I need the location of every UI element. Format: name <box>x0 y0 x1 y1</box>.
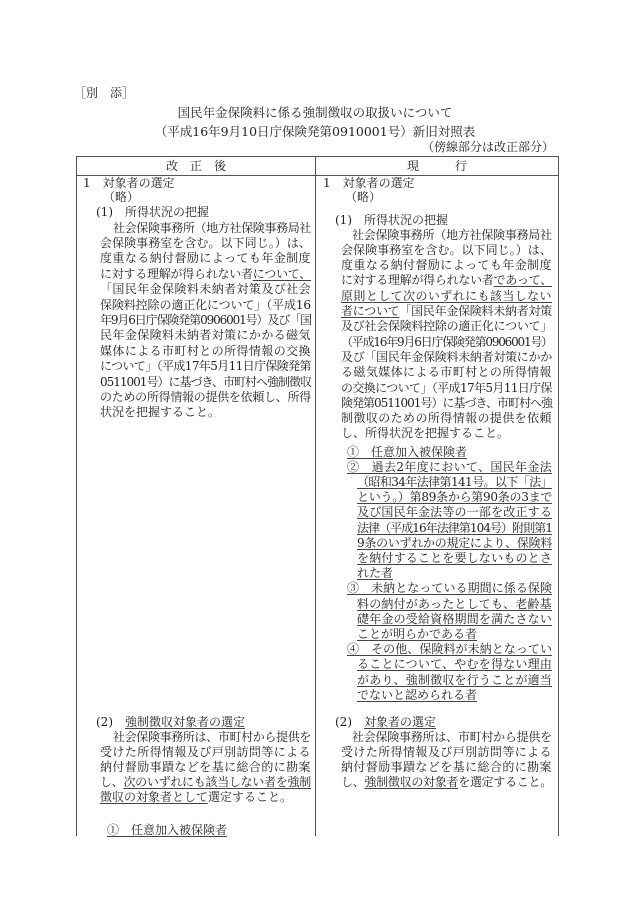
amended-text: 礎年金の受給資格期間を満たさない <box>357 611 553 626</box>
text-segment: の交換について」（平成17年5月11日庁保 <box>341 380 552 395</box>
text-line <box>352 730 552 745</box>
amended-text: 強制徴収の対象者 <box>364 774 459 789</box>
text-segment: について」（平成17年5月11日庁保険発第 <box>100 359 311 374</box>
text-segment: し、 <box>341 774 365 789</box>
text-line <box>100 375 311 390</box>
text-segment: し、所得状況を把握すること。 <box>341 426 510 441</box>
text-segment: 納付督励事蹟などを基に総合的に勘案 <box>100 759 311 774</box>
text-segment: し、 <box>100 774 124 789</box>
amended-text: 原則として次のいずれにも該当しない <box>341 288 552 303</box>
amended-text: ① 任意加入被保険者 <box>107 822 228 837</box>
text-line <box>347 445 467 460</box>
text-line <box>357 673 552 688</box>
text-segment: 社会保険事務所は、市町村から提供を <box>352 729 552 744</box>
amended-text: れた者 <box>357 566 394 581</box>
text-line <box>357 566 393 581</box>
text-segment: 選定すること。 <box>208 789 293 804</box>
amended-text: ② 過去2年度において、国民年金法 <box>347 459 553 474</box>
text-segment: る磁気媒体による市町村との所得情報 <box>341 365 552 380</box>
text-segment: を選定すること。 <box>458 774 552 789</box>
text-line <box>103 190 139 205</box>
amended-text: について、 <box>252 266 312 281</box>
text-segment: 民年金保険料未納者対策にかかる磁気 <box>100 328 311 343</box>
text-line <box>341 381 552 396</box>
text-segment: (2) <box>96 714 125 729</box>
text-segment: 年9月6日庁保険発第0906001号）及び「国 <box>100 312 311 327</box>
text-line <box>335 213 448 228</box>
text-line <box>357 505 552 520</box>
text-line <box>100 790 292 805</box>
text-line <box>96 205 209 220</box>
text-line <box>357 521 552 536</box>
text-line <box>341 760 552 775</box>
text-line <box>100 359 311 374</box>
text-segment: 及び「国民年金保険料未納者対策にかか <box>341 349 552 364</box>
text-line <box>100 298 311 313</box>
amended-text: 徴収の対象者として <box>100 789 209 804</box>
amended-text: 次のいずれにも該当しない者を強制 <box>123 774 311 789</box>
text-segment: 「国民年金保険料未納者対策及び社会 <box>100 282 311 297</box>
text-segment: 保険料控除の適正化について」（平成16 <box>100 297 311 312</box>
text-segment: 媒体による市町村との所得情報の交換 <box>100 343 311 358</box>
text-segment: 及び社会保険料控除の適正化について」 <box>341 319 553 334</box>
text-line <box>341 365 552 380</box>
table-top-border <box>76 156 559 157</box>
text-line <box>341 426 509 441</box>
text-line <box>100 405 220 420</box>
text-line <box>341 258 552 273</box>
text-line <box>357 551 552 566</box>
text-segment: （略） <box>103 189 140 204</box>
amended-text: 強制徴収対象者の選定 <box>125 714 246 729</box>
text-segment: （平成16年9月6日庁保険発第0906001号） <box>341 334 552 349</box>
text-segment: 状況を把握すること。 <box>100 405 221 420</box>
text-segment: 社会保険事務所は、市町村から提供を <box>113 729 312 744</box>
text-line <box>341 745 552 760</box>
text-line <box>100 282 311 297</box>
text-line <box>341 289 552 304</box>
text-line <box>100 236 311 251</box>
text-line <box>357 688 477 703</box>
text-line <box>357 627 477 642</box>
text-line <box>323 176 415 191</box>
attachment-label: ［別 添］ <box>74 86 135 100</box>
text-line <box>100 745 311 760</box>
amended-text: （昭和34年法律第141号。以下「法」 <box>357 474 552 489</box>
text-line <box>347 642 552 657</box>
amended-text: ることについて、やむを得ない理由 <box>357 657 553 672</box>
table-left-border <box>76 156 77 836</box>
text-segment: 納付督励事蹟などを基に総合的に勘案 <box>341 759 552 774</box>
table-right-border <box>558 156 559 836</box>
text-line <box>100 313 311 328</box>
text-line <box>341 243 552 258</box>
text-segment: 度重なる納付督励によっても年金制度 <box>100 251 311 266</box>
text-segment: 制徴収のための所得情報の提供を依頼 <box>341 411 552 426</box>
text-segment: 「国民年金保険料未納者対策 <box>399 304 552 318</box>
text-segment: 社会保険事務所（地方社保険事務局社 <box>352 227 552 242</box>
amended-text: 料の納付があったとしても、老齢基 <box>357 596 552 611</box>
text-line <box>357 475 552 490</box>
text-line <box>357 490 552 505</box>
text-line <box>341 273 552 288</box>
text-line <box>341 350 552 365</box>
underline-note: （傍線部分は改正部分） <box>421 140 554 154</box>
text-line <box>357 612 552 627</box>
amended-text: ことが明らかである者 <box>357 626 478 641</box>
text-line <box>347 581 552 596</box>
text-segment: 会保険事務室を含む。以下同じ。）は、 <box>341 242 552 257</box>
text-line <box>100 760 311 775</box>
text-line <box>335 715 436 730</box>
text-line <box>100 775 311 790</box>
amended-text: ③ 未納となっている期間に係る保険 <box>347 581 553 596</box>
text-segment: 度重なる納付督励によっても年金制度 <box>341 258 552 273</box>
amended-text: 9条のいずれかの規定により、保険料 <box>357 535 553 550</box>
text-line <box>100 328 311 343</box>
text-line <box>357 657 552 672</box>
amended-text: という。）第89条から第90条の3まで <box>357 490 553 505</box>
text-line <box>345 190 381 205</box>
text-segment: 0511001号）に基づき、市町村へ強制徴収 <box>100 374 311 389</box>
column-divider <box>315 156 316 836</box>
text-segment: 1 対象者の選定 <box>83 175 175 190</box>
text-line <box>100 267 311 282</box>
text-segment: 1 対象者の選定 <box>323 175 415 190</box>
text-line <box>83 176 175 191</box>
text-line <box>347 460 552 475</box>
amended-text: 法律（平成16年法律第104号）附則第1 <box>357 520 553 535</box>
amended-text: であって、 <box>493 273 552 288</box>
amended-text: ④ その他、保険料が未納となってい <box>347 642 553 657</box>
document-title: 国民年金保険料に係る強制徴収の取扱いについて <box>177 105 453 120</box>
text-segment: 社会保険事務所（地方社保険事務局社 <box>113 220 312 235</box>
text-segment: （略） <box>345 189 382 204</box>
text-segment: 受けた所得情報及び戸別訪問等による <box>341 744 552 759</box>
text-segment: のための所得情報の提供を依頼し、所得 <box>100 389 311 404</box>
text-line <box>341 335 552 350</box>
text-line <box>341 304 552 319</box>
amended-text: 及び国民年金法等の一部を改正する <box>357 505 553 520</box>
text-segment: (1) 所得状況の把握 <box>96 204 209 219</box>
text-line <box>113 221 311 236</box>
header-current: 現 行 <box>406 159 467 173</box>
amended-text: ① 任意加入被保険者 <box>347 444 468 459</box>
text-line <box>96 715 245 730</box>
text-line <box>341 411 552 426</box>
text-segment: に対する理解が得られない者 <box>341 273 494 288</box>
text-line <box>100 390 311 405</box>
text-segment: に対する理解が得られない者 <box>100 266 253 281</box>
text-segment: (1) 所得状況の把握 <box>335 212 448 227</box>
amended-text: を納付することを要しないものとさ <box>357 550 553 565</box>
header-revised: 改 正 後 <box>165 159 226 173</box>
text-line <box>341 396 552 411</box>
text-segment: 会保険事務室を含む。以下同じ。）は、 <box>100 235 311 250</box>
text-line <box>341 775 552 790</box>
text-line <box>100 344 311 359</box>
document-subtitle: （平成16年9月10日庁保険発第0910001号）新旧対照表 <box>154 124 476 139</box>
text-line <box>100 251 311 266</box>
text-line <box>113 730 311 745</box>
amended-text: でないと認められる者 <box>357 687 478 702</box>
text-line <box>341 319 552 334</box>
amended-text: 対象者の選定 <box>364 714 437 729</box>
text-segment: 険発第0511001号）に基づき、市町村へ強 <box>341 395 552 410</box>
amended-text: 者について <box>341 304 400 318</box>
text-line <box>352 228 552 243</box>
text-segment: 受けた所得情報及び戸別訪問等による <box>100 744 311 759</box>
text-segment: (2) <box>335 714 364 729</box>
amended-text: があり、強制徴収を行うことが適当 <box>357 672 553 687</box>
text-line <box>357 597 552 612</box>
text-line <box>357 536 552 551</box>
text-line <box>107 823 227 838</box>
